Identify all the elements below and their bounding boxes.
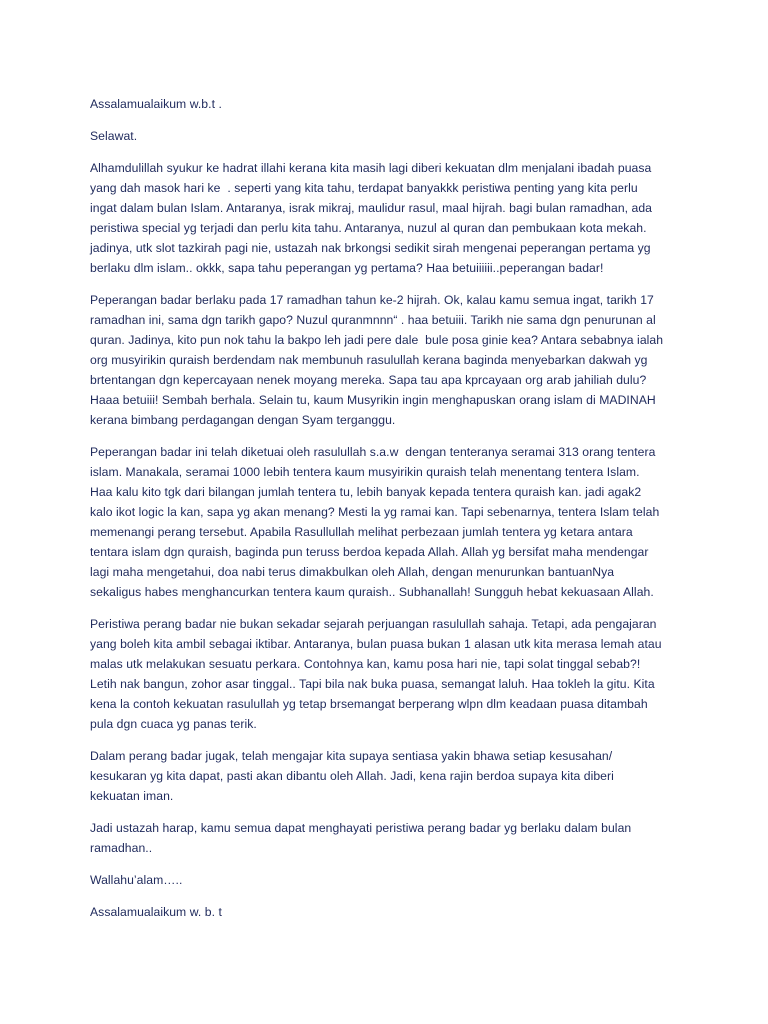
paragraph-line: malas utk melakukan sesuatu perkara. Contohnya kan, kamu posa hari nie, tapi solat tinggal sebab?! [90, 657, 641, 671]
paragraph-line: Haaa betuiii! Sembah berhala. Selain tu, kaum Musyrikin ingin menghapuskan orang islam di MADINAH [90, 393, 656, 407]
paragraph-line: sekaligus habes menghancurkan tentera kaum quraish.. Subhanallah! Sungguh hebat kekuasaan Allah. [90, 585, 654, 599]
paragraph-line: ingat dalam bulan Islam. Antaranya, israk mikraj, maulidur rasul, maal hijrah. bagi bulan ramadhan, ada [90, 201, 653, 215]
paragraph-3 [90, 442, 685, 602]
paragraph-line: Peperangan badar ini telah diketuai oleh rasulullah s.a.w dengan tenteranya seramai 313 orang tentera [90, 445, 656, 459]
paragraph-line: Haa kalu kito tgk dari bilangan jumlah tentera tu, lebih banyak kepada tentera quraish kan. jadi agak2 [90, 485, 642, 499]
paragraph-line: ramadhan ini, sama dgn tarikh gapo? Nuzul quranmnnn“ . haa betuiii. Tarikh nie sama dgn penurunan al [90, 313, 656, 327]
paragraph-line: ramadhan.. [90, 841, 153, 855]
paragraph-line: Jadi ustazah harap, kamu semua dapat menghayati peristiwa perang badar yg berlaku dalam bulan [90, 821, 632, 835]
paragraph-line: kerana bimbang perdagangan dengan Syam terganggu. [90, 413, 396, 427]
paragraph-line: yang dah masok hari ke . seperti yang kita tahu, terdapat banyakkk peristiwa penting yang kita perlu [90, 181, 638, 195]
paragraph-line: kekuatan iman. [90, 789, 174, 803]
closing-line: Wallahu’alam….. [90, 873, 183, 887]
paragraph-line: org musyirikin quraish berdendam nak membunuh rasulullah kerana baginda menyebarkan dakwah yg [90, 353, 648, 367]
paragraph-line: lagi maha mengetahui, doa nabi terus dimakbulkan oleh Allah, dengan menurunkan bantuanNya [90, 565, 615, 579]
paragraph-line: Letih nak bangun, zohor asar tinggal.. Tapi bila nak buka puasa, semangat laluh. Haa tokleh la gitu. Kita [90, 677, 655, 691]
paragraph-4 [90, 614, 685, 734]
selawat-line: Selawat. [90, 129, 138, 143]
paragraph-line: yang boleh kita ambil sebagai iktibar. Antaranya, bulan puasa bukan 1 alasan utk kita merasa lemah atau [90, 637, 662, 651]
paragraph-line: brtentangan dgn kepercayaan nenek moyang mereka. Sapa tau apa kprcayaan org arab jahiliah dulu? [90, 373, 647, 387]
paragraph-line: Peperangan badar berlaku pada 17 ramadhan tahun ke-2 hijrah. Ok, kalau kamu semua ingat, tarikh 17 [90, 293, 654, 307]
signoff-line: Assalamualaikum w. b. t [90, 905, 222, 919]
document-body [90, 94, 685, 934]
paragraph-1 [90, 158, 685, 278]
paragraph-line: kesukaran yg kita dapat, pasti akan dibantu oleh Allah. Jadi, kena rajin berdoa supaya kita diberi [90, 769, 614, 783]
paragraph-line: tentara islam dgn quraish, baginda pun teruss berdoa kepada Allah. Allah yg bersifat maha mendengar [90, 545, 649, 559]
paragraph-line: peristiwa special yg terjadi dan perlu kita tahu. Antaranya, nuzul al quran dan pembukaan kota mekah. [90, 221, 647, 235]
paragraph-line: kena la contoh kekuatan rasulullah yg tetap brsemangat berperang wlpn dlm keadaan puasa ditambah [90, 697, 648, 711]
paragraph-line: kalo ikot logic la kan, sapa yg akan menang? Mesti la yg ramai kan. Tapi sebenarnya, tentera Islam telah [90, 505, 660, 519]
paragraph-line: berlaku dlm islam.. okkk, sapa tahu peperangan yg pertama? Haa betuiiiiii..peperangan badar! [90, 261, 604, 275]
paragraph-line: Alhamdulillah syukur ke hadrat illahi kerana kita masih lagi diberi kekuatan dlm menjalani ibadah puasa [90, 161, 652, 175]
paragraph-2 [90, 290, 685, 430]
paragraph-line: Peristiwa perang badar nie bukan sekadar sejarah perjuangan rasulullah sahaja. Tetapi, ada pengajaran [90, 617, 657, 631]
paragraph-line: jadinya, utk slot tazkirah pagi nie, ustazah nak brkongsi sedikit sirah mengenai peperangan pertama yg [90, 241, 651, 255]
paragraph-line: Dalam perang badar jugak, telah mengajar kita supaya sentiasa yakin bhawa setiap kesusahan/ [90, 749, 613, 763]
paragraph-line: memenangi perang tersebut. Apabila Rasullullah melihat perbezaan jumlah tentera yg ketara antara [90, 525, 633, 539]
greeting-line: Assalamualaikum w.b.t . [90, 97, 222, 111]
paragraph-line: pula dgn cuaca yg panas terik. [90, 717, 257, 731]
paragraph-line: islam. Manakala, seramai 1000 lebih tentera kaum musyirikin quraish telah menentang tentera Islam. [90, 465, 640, 479]
paragraph-6 [90, 818, 685, 858]
paragraph-5 [90, 746, 685, 806]
paragraph-line: quran. Jadinya, kito pun nok tahu la bakpo leh jadi pere dale bule posa ginie kea? Antara sebabnya ialah [90, 333, 664, 347]
